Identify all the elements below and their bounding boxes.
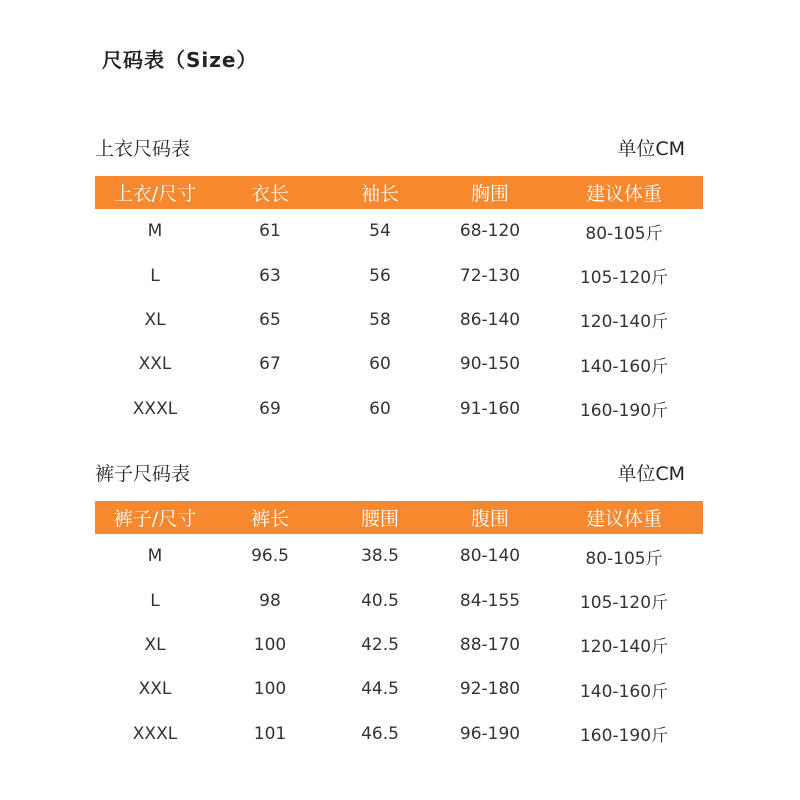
top-section-header — [95, 132, 685, 162]
table-cell: 86-140 — [459, 309, 521, 330]
table-cell: 140-160斤 — [579, 681, 669, 702]
table-header-row — [95, 501, 703, 534]
header-cell: 袖长 — [360, 183, 399, 205]
table-cell: 160-190斤 — [579, 401, 669, 422]
header-cell: 建议体重 — [585, 508, 662, 530]
bottom-unit-label: 单位CM — [617, 462, 685, 485]
table-row — [95, 534, 703, 578]
table-cell: 80-140 — [459, 546, 521, 567]
top-unit-label: 单位CM — [617, 137, 685, 160]
header-cell: 上衣/尺寸 — [113, 183, 197, 205]
header-cell: 胸围 — [470, 183, 509, 205]
size-cell: M — [147, 221, 163, 242]
table-cell: 100 — [253, 679, 287, 700]
size-cell: XXXL — [132, 723, 178, 744]
table-cell: 60 — [369, 354, 391, 375]
table-cell: 42.5 — [361, 634, 399, 655]
header-cell: 裤子/尺寸 — [113, 508, 197, 530]
header-cell: 腹围 — [470, 508, 509, 530]
size-cell: XL — [144, 309, 166, 330]
size-cell: L — [150, 265, 160, 286]
table-row — [95, 623, 703, 667]
table-cell: 38.5 — [361, 546, 399, 567]
table-cell: 40.5 — [361, 590, 399, 611]
table-row — [95, 298, 703, 342]
table-row — [95, 712, 703, 756]
table-cell: 56 — [369, 265, 391, 286]
table-cell: 91-160 — [459, 398, 521, 419]
table-row — [95, 253, 703, 297]
table-cell: 101 — [253, 723, 287, 744]
bottom-size-table — [95, 501, 703, 756]
bottom-section-title: 裤子尺码表 — [95, 462, 191, 485]
table-cell: 105-120斤 — [579, 593, 669, 614]
table-cell: 160-190斤 — [579, 726, 669, 747]
table-cell: 60 — [369, 398, 391, 419]
table-cell: 58 — [369, 309, 391, 330]
table-row — [95, 387, 703, 431]
size-cell: XXL — [138, 354, 172, 375]
table-cell: 96.5 — [251, 546, 289, 567]
header-cell: 衣长 — [250, 183, 289, 205]
table-cell: 46.5 — [361, 723, 399, 744]
top-section-title: 上衣尺码表 — [95, 137, 191, 160]
table-header-row — [95, 176, 703, 209]
table-cell: 65 — [259, 309, 281, 330]
table-cell: 100 — [253, 634, 287, 655]
table-cell: 88-170 — [459, 634, 521, 655]
table-cell: 140-160斤 — [579, 356, 669, 377]
size-cell: L — [150, 590, 160, 611]
size-cell: XXL — [138, 679, 172, 700]
table-cell: 80-105斤 — [585, 223, 663, 244]
table-cell: 98 — [259, 590, 281, 611]
top-size-table — [95, 176, 703, 431]
table-cell: 68-120 — [459, 221, 521, 242]
table-cell: 69 — [259, 398, 281, 419]
table-cell: 92-180 — [459, 679, 521, 700]
table-cell: 90-150 — [459, 354, 521, 375]
header-cell: 建议体重 — [585, 183, 662, 205]
table-row — [95, 342, 703, 386]
table-cell: 120-140斤 — [579, 312, 669, 333]
page-title: 尺码表（Size） — [102, 48, 258, 72]
size-cell: XXXL — [132, 398, 178, 419]
table-cell: 96-190 — [459, 723, 521, 744]
table-cell: 105-120斤 — [579, 268, 669, 289]
header-cell: 裤长 — [250, 508, 289, 530]
table-cell: 72-130 — [459, 265, 521, 286]
table-row — [95, 578, 703, 622]
table-cell: 80-105斤 — [585, 548, 663, 569]
table-cell: 54 — [369, 221, 391, 242]
table-row — [95, 209, 703, 253]
size-cell: XL — [144, 634, 166, 655]
table-cell: 63 — [259, 265, 281, 286]
bottom-section-header — [95, 457, 685, 487]
table-row — [95, 667, 703, 711]
table-cell: 44.5 — [361, 679, 399, 700]
table-cell: 67 — [259, 354, 281, 375]
table-cell: 61 — [259, 221, 281, 242]
table-cell: 84-155 — [459, 590, 521, 611]
header-cell: 腰围 — [360, 508, 399, 530]
size-cell: M — [147, 546, 163, 567]
table-cell: 120-140斤 — [579, 637, 669, 658]
